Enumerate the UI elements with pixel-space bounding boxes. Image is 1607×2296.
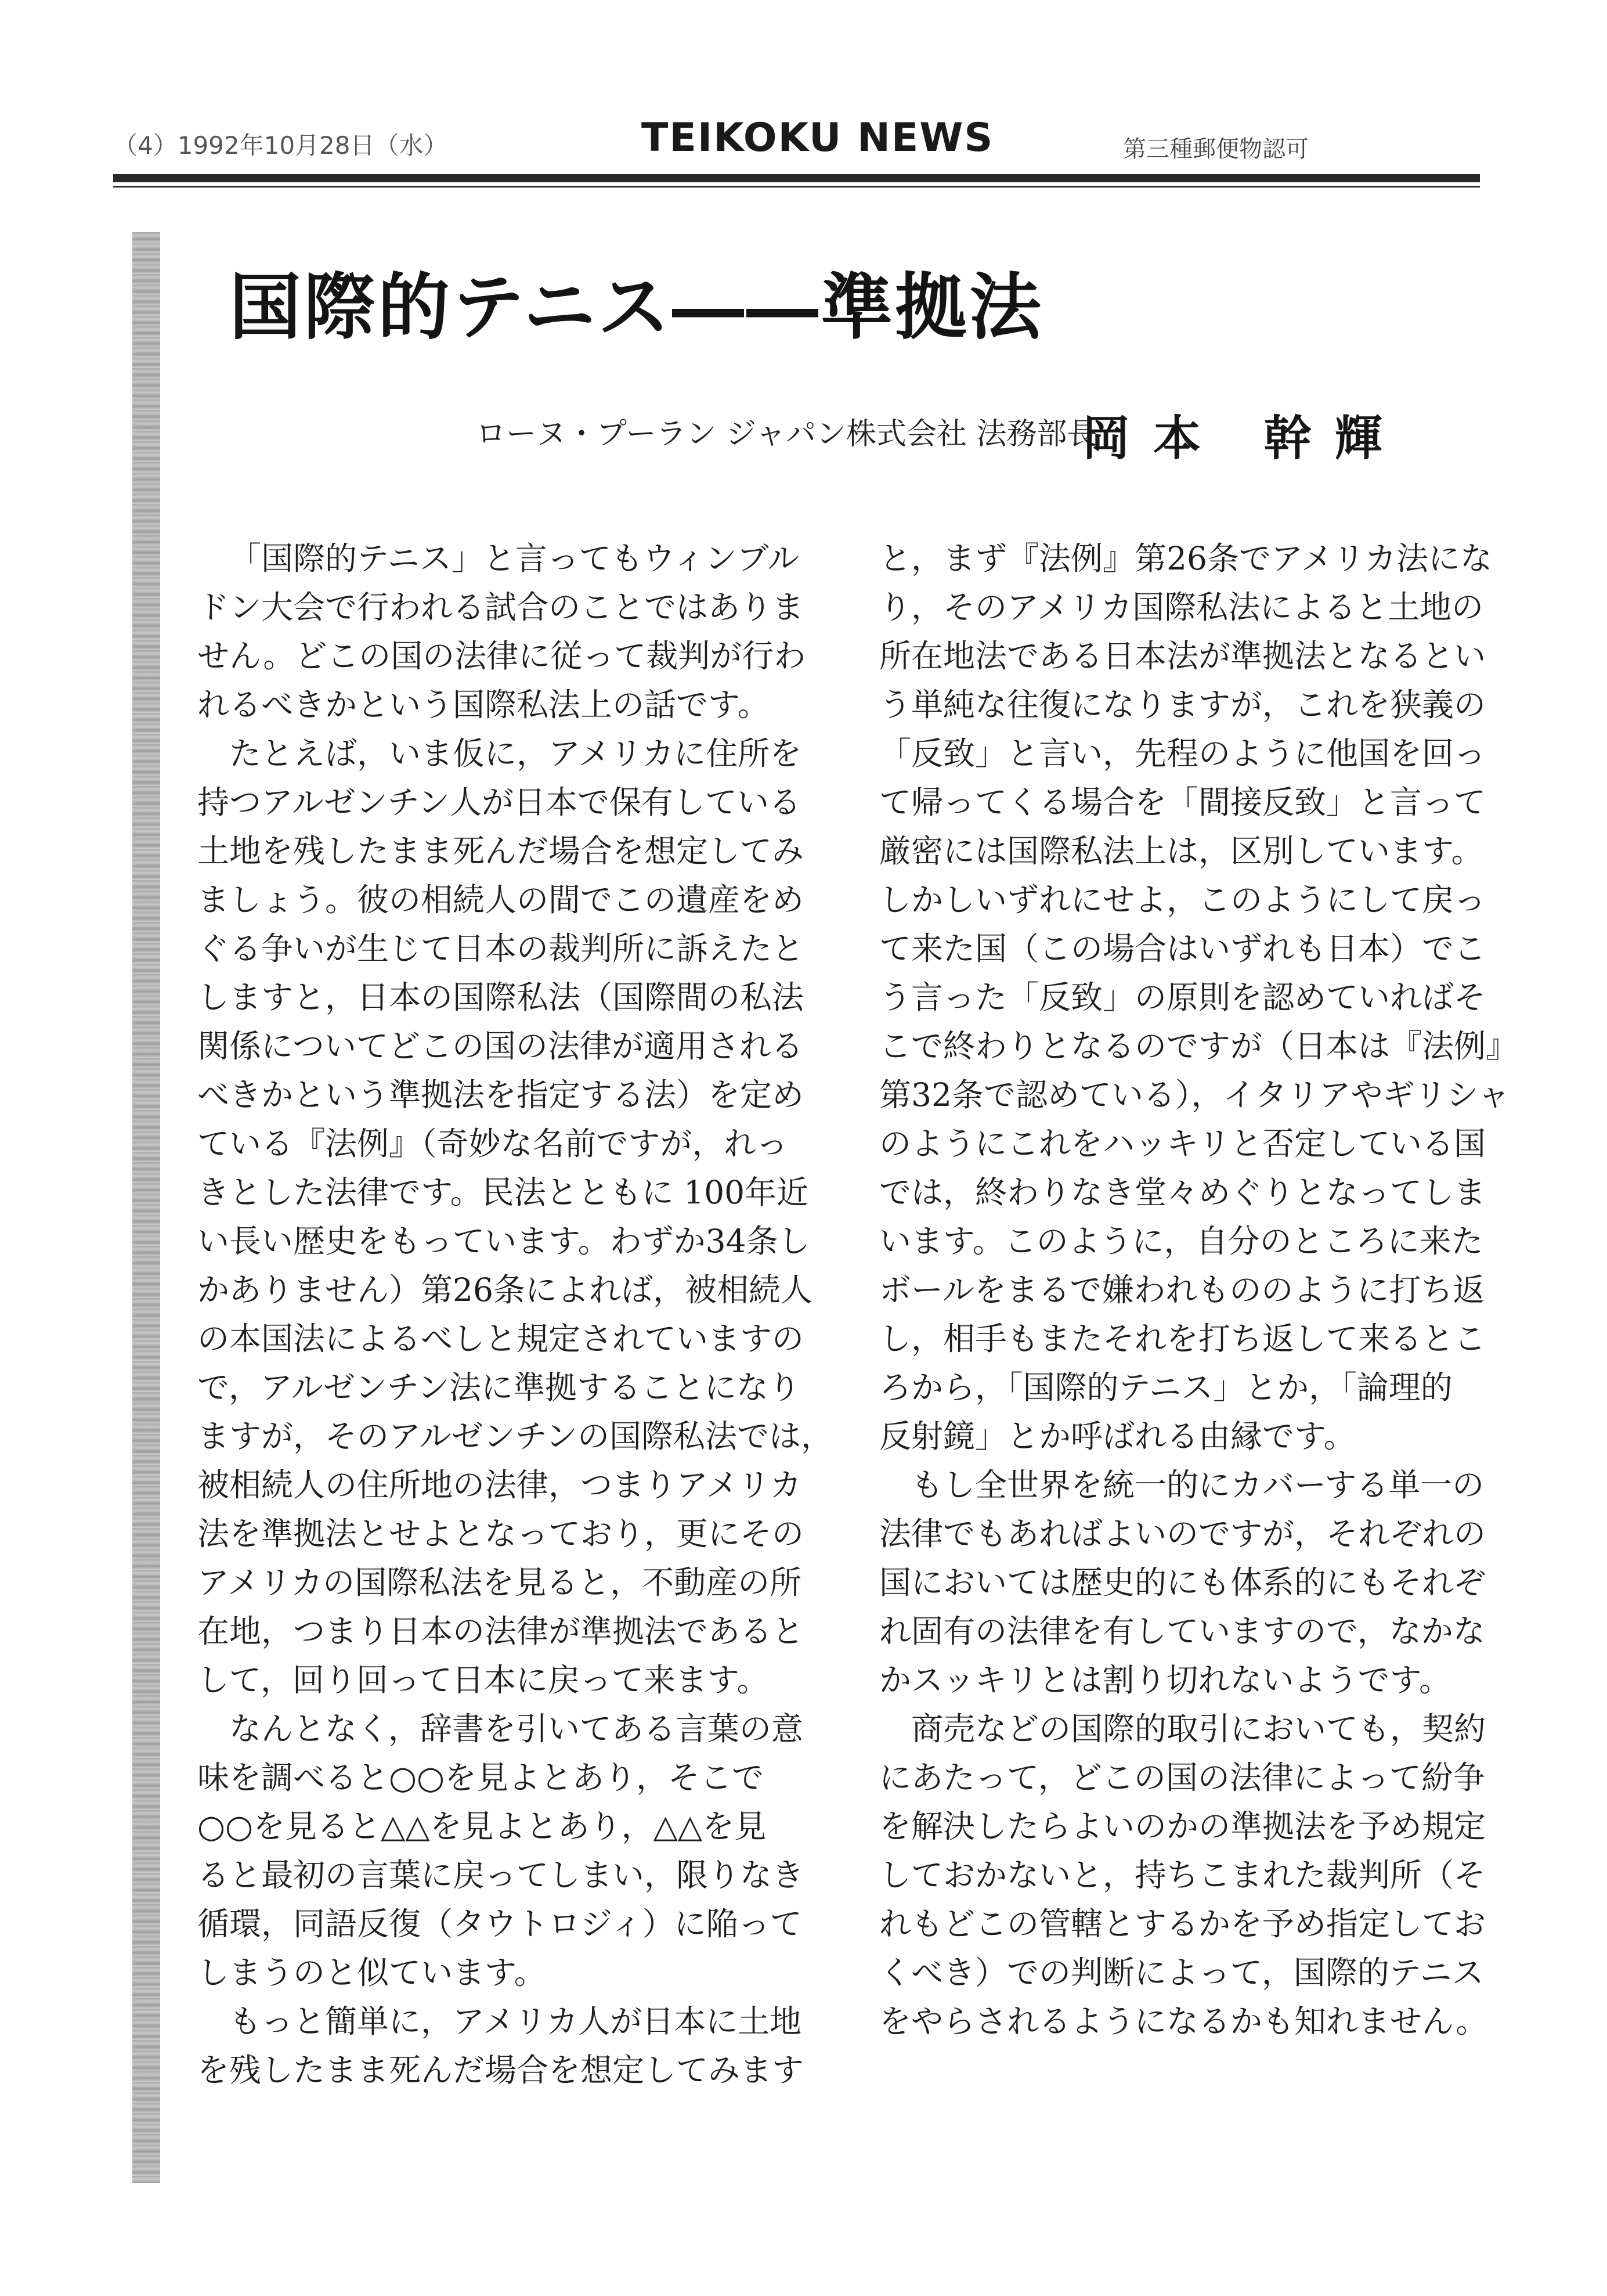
text-line: り，そのアメリカ国際私法によると土地の (879, 589, 1484, 626)
issue-date-header: （4）1992年10月28日（水） (113, 131, 448, 160)
text-line: 国においては歴史的にも体系的にもそれぞ (879, 1564, 1486, 1601)
text-line: ますが，そのアルゼンチンの国際私法では， (197, 1418, 833, 1455)
text-line: 被相続人の住所地の法律，つまりアメリカ (197, 1466, 802, 1504)
newsletter-masthead: TEIKOKU NEWS (641, 115, 994, 161)
text-line: ると最初の言葉に戻ってしまい，限りなき (197, 1857, 804, 1894)
text-line: 所在地法である日本法が準拠法となるとい (879, 637, 1486, 675)
header-rule-thin (113, 186, 1480, 188)
text-line: う言った「反致」の原則を認めていればそ (879, 979, 1486, 1016)
text-line: し，相手もまたそれを打ち返して来るとこ (879, 1320, 1486, 1357)
text-line: をやらされるようになるかも知れません。 (879, 2003, 1488, 2040)
text-line: の本国法によるべしと規定されていますの (197, 1320, 804, 1357)
text-line: ボールをまるで嫌われもののように打ち返 (879, 1271, 1485, 1309)
text-line: かスッキリとは割り切れないようです。 (879, 1661, 1451, 1699)
text-line: ドン大会で行われる試合のことではありま (197, 589, 804, 626)
text-line: 土地を残したまま死んだ場合を想定してみ (197, 832, 804, 870)
text-line: にあたって，どこの国の法律によって紛争 (879, 1759, 1485, 1796)
text-line: かありません）第26条によれば，被相続人 (197, 1271, 812, 1309)
text-line: して，回り回って日本に戻って来ます。 (197, 1661, 769, 1699)
text-line: くべき）での判断によって，国際的テニス (879, 1954, 1484, 1991)
text-line: 反射鏡」とか呼ばれる由縁です。 (879, 1418, 1356, 1455)
header-rule-thick (113, 174, 1480, 182)
text-line: ましょう。彼の相続人の間でこの遺産をめ (197, 881, 804, 918)
author-name: 岡本 幹輝 (1082, 410, 1406, 466)
text-line: う単純な往復になりますが，これを狭義の (879, 686, 1486, 723)
text-line: ろから，「国際的テニス」とか，「論理的 (879, 1369, 1453, 1406)
text-line: て来た国（この場合はいずれも日本）でこ (879, 930, 1486, 967)
text-line: を解決したらよいのかの準拠法を予め規定 (879, 1808, 1486, 1845)
text-line: と，まず『法例』第26条でアメリカ法にな (879, 540, 1493, 577)
text-line: 商売などの国際的取引においても，契約 (911, 1710, 1486, 1747)
text-line: れ固有の法律を有していますので，なかな (879, 1613, 1485, 1650)
author-affiliation: ローヌ・プーラン ジャパン株式会社 法務部長 (476, 417, 1097, 452)
text-line: て帰ってくる場合を「間接反致」と言って (879, 784, 1486, 821)
text-line: もし全世界を統一的にカバーする単一の (911, 1466, 1485, 1504)
text-line: のようにこれをハッキリと否定している国 (879, 1125, 1486, 1162)
text-line: アメリカの国際私法を見ると，不動産の所 (197, 1564, 802, 1601)
text-line: れもどこの管轄とするかを予め指定してお (879, 1905, 1486, 1942)
text-line: しますと，日本の国際私法（国際間の私法 (197, 979, 804, 1016)
text-line: います。このように，自分のところに来た (879, 1223, 1483, 1260)
text-line: 第32条で認めている），イタリアやギリシャ (879, 1076, 1510, 1113)
text-line: なんとなく，辞書を引いてある言葉の意 (229, 1710, 803, 1747)
text-line: 循環，同語反復（タウトロジィ）に陥って (197, 1905, 802, 1942)
text-line: 法律でもあればよいのですが，それぞれの (879, 1515, 1486, 1552)
text-line: きとした法律です。民法とともに 100年近 (197, 1174, 809, 1211)
text-line: 厳密には国際私法上は，区別しています。 (879, 832, 1483, 870)
text-line: こで終わりとなるのですが（日本は『法例』 (879, 1028, 1518, 1065)
text-line: では，終わりなき堂々めぐりとなってしま (879, 1174, 1486, 1211)
text-line: れるべきかという国際私法上の話です。 (197, 686, 770, 723)
text-line: もっと簡単に，アメリカ人が日本に土地 (229, 2003, 802, 2040)
text-line: たとえば，いま仮に，アメリカに住所を (229, 735, 802, 772)
text-line: を残したまま死んだ場合を想定してみます (197, 2052, 804, 2089)
text-line: い長い歴史をもっています。わずか34条し (197, 1223, 810, 1260)
text-line: ぐる争いが生じて日本の裁判所に訴えたと (197, 930, 804, 967)
text-line: で，アルゼンチン法に準拠することになり (197, 1369, 800, 1406)
text-line: 法を準拠法とせよとなっており，更にその (197, 1515, 804, 1552)
decorative-side-bar (132, 232, 160, 2183)
text-line: 持つアルゼンチン人が日本で保有している (197, 784, 801, 821)
text-line: 在地，つまり日本の法律が準拠法であると (197, 1613, 804, 1650)
text-line: ている『法例』（奇妙な名前ですが，れっ (197, 1125, 788, 1162)
text-line: 関係についてどこの国の法律が適用される (197, 1028, 803, 1065)
text-line: べきかという準拠法を指定する法）を定め (197, 1076, 804, 1113)
text-line: ○○を見ると△△を見よとあり，△△を見 (197, 1808, 767, 1845)
article-column-left (197, 534, 833, 2095)
text-line: しておかないと，持ちこまれた裁判所（そ (879, 1857, 1486, 1894)
article-column-right (879, 534, 1518, 2046)
text-line: しかしいずれにせよ，このようにして戻っ (879, 881, 1486, 918)
text-line: せん。どこの国の法律に従って裁判が行わ (197, 637, 806, 675)
text-line: 味を調べると○○を見よとあり，そこで (197, 1759, 764, 1796)
text-line: 「反致」と言い，先程のように他国を回っ (879, 735, 1486, 772)
article-title: 国際的テニス――準拠法 (229, 265, 1044, 349)
postal-permit-note: 第三種郵便物認可 (1123, 136, 1309, 163)
text-line: しまうのと似ています。 (197, 1954, 546, 1991)
text-line: 「国際的テニス」と言ってもウィンブル (229, 540, 800, 577)
